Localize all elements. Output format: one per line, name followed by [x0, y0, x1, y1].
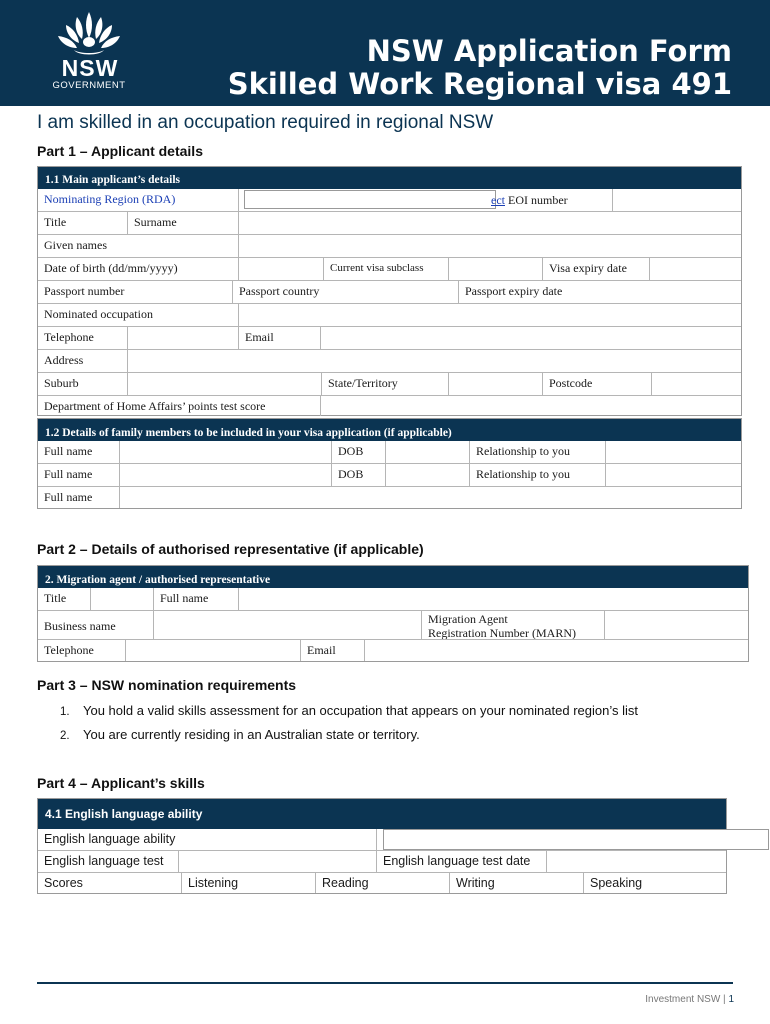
family-full-name-input-1[interactable]	[120, 441, 332, 464]
family-dob-input-2[interactable]	[386, 464, 470, 487]
eoi-number-label: ect EOI number	[491, 193, 568, 207]
eoi-number-input[interactable]	[613, 189, 741, 212]
speaking-label: Speaking	[590, 876, 643, 890]
agent-full-name-input[interactable]	[239, 588, 748, 611]
marn-label: Migration Agent Registration Number (MARN)	[422, 611, 605, 640]
email-label: Email	[239, 327, 321, 350]
family-dob-label-2: DOB	[332, 464, 386, 487]
passport-number-label: Passport number	[38, 281, 233, 304]
family-full-name-label-2: Full name	[38, 464, 120, 487]
agent-title-label: Title	[38, 588, 91, 611]
business-name-label: Business name	[38, 611, 154, 640]
part1-heading: Part 1 – Applicant details	[37, 143, 203, 159]
part3-heading: Part 3 – NSW nomination requirements	[37, 677, 297, 693]
english-ability-cell	[377, 829, 726, 851]
suburb-input[interactable]	[128, 373, 322, 396]
section-2-header: 2. Migration agent / authorised representative	[38, 566, 748, 588]
family-dob-input-1[interactable]	[386, 441, 470, 464]
visa-expiry-input[interactable]	[650, 258, 741, 281]
english-ability-label: English language ability	[38, 829, 377, 851]
family-full-name-input-2[interactable]	[120, 464, 332, 487]
current-visa-input[interactable]	[449, 258, 543, 281]
header-banner	[0, 0, 770, 106]
agent-title-input[interactable]	[91, 588, 154, 611]
dob-label: Date of birth (dd/mm/yyyy)	[38, 258, 239, 281]
footer-divider	[37, 982, 733, 984]
nominating-region-cell	[239, 189, 613, 212]
reading-label: Reading	[316, 873, 450, 893]
state-label: State/Territory	[322, 373, 449, 396]
given-names-input[interactable]	[239, 235, 741, 258]
passport-expiry-label: Passport expiry date	[459, 281, 741, 304]
section-1-2-header: 1.2 Details of family members to be included in your visa application (if applicable)	[38, 419, 741, 441]
part4-heading: Part 4 – Applicant’s skills	[37, 775, 205, 791]
nominating-region-select[interactable]	[244, 190, 496, 209]
logo-subtext: GOVERNMENT	[52, 80, 126, 91]
page-footer	[645, 994, 734, 1005]
surname-label: Surname	[128, 212, 239, 235]
family-full-name-label-3: Full name	[38, 487, 120, 508]
listening-label: Listening	[182, 873, 316, 893]
page-title-line2: Skilled Work Regional visa 491	[227, 67, 732, 101]
scores-label: Scores	[38, 873, 182, 893]
points-score-input[interactable]	[321, 396, 741, 416]
title-label: Title	[38, 212, 128, 235]
section-1-1-header: 1.1 Main applicant’s details	[38, 167, 741, 189]
dob-input[interactable]	[239, 258, 324, 281]
current-visa-label: Current visa subclass	[324, 258, 449, 281]
english-test-date-label: English language test date	[377, 851, 547, 873]
telephone-label: Telephone	[38, 327, 128, 350]
agent-telephone-input[interactable]	[126, 640, 301, 661]
agent-email-input[interactable]	[365, 640, 748, 661]
english-test-input[interactable]	[179, 851, 377, 873]
marn-input[interactable]	[605, 611, 748, 640]
family-full-name-input-3[interactable]	[120, 487, 741, 508]
part2-heading: Part 2 – Details of authorised representative (if applicable)	[37, 541, 424, 557]
family-dob-label-1: DOB	[332, 441, 386, 464]
family-full-name-label-1: Full name	[38, 441, 120, 464]
page-number: 1	[728, 994, 734, 1005]
english-ability-select[interactable]	[383, 829, 769, 850]
suburb-label: Suburb	[38, 373, 128, 396]
points-score-label: Department of Home Affairs’ points test score	[38, 396, 321, 416]
section-4-1-header: 4.1 English language ability	[38, 799, 726, 829]
business-name-input[interactable]	[154, 611, 422, 640]
section-1-2-table	[37, 418, 742, 509]
family-relationship-input-1[interactable]	[606, 441, 741, 464]
nominating-region-label: Nominating Region (RDA)	[38, 189, 239, 212]
agent-telephone-label: Telephone	[38, 640, 126, 661]
given-names-label: Given names	[38, 235, 239, 258]
telephone-input[interactable]	[128, 327, 239, 350]
page-subtitle: I am skilled in an occupation required in regional NSW	[37, 112, 494, 133]
postcode-label: Postcode	[543, 373, 652, 396]
agent-full-name-label: Full name	[154, 588, 239, 611]
logo-wordmark: NSW	[61, 55, 119, 81]
section-2-table	[37, 565, 749, 662]
address-label: Address	[38, 350, 128, 373]
footer-org: Investment NSW	[645, 994, 721, 1005]
requirement-item-1: 1. You hold a valid skills assessment for an occupation that appears on your nominated region’s list	[60, 703, 638, 718]
footer-separator: |	[720, 994, 729, 1005]
section-4-1-table	[37, 798, 727, 894]
address-input[interactable]	[128, 350, 741, 373]
requirement-item-2: 2. You are currently residing in an Australian state or territory.	[60, 727, 420, 742]
postcode-input[interactable]	[652, 373, 741, 396]
nominated-occupation-label: Nominated occupation	[38, 304, 239, 327]
family-relationship-label-2: Relationship to you	[470, 464, 606, 487]
writing-label: Writing	[450, 873, 584, 893]
agent-email-label: Email	[301, 640, 365, 661]
email-input[interactable]	[321, 327, 741, 350]
family-relationship-input-2[interactable]	[606, 464, 741, 487]
english-test-date-input[interactable]	[547, 851, 726, 873]
visa-expiry-label: Visa expiry date	[543, 258, 650, 281]
page-title-line1: NSW Application Form	[366, 34, 732, 68]
surname-input[interactable]	[239, 212, 741, 235]
nominated-occupation-input[interactable]	[239, 304, 741, 327]
family-relationship-label-1: Relationship to you	[470, 441, 606, 464]
english-test-label: English language test	[38, 851, 179, 873]
passport-country-label: Passport country	[233, 281, 459, 304]
section-1-1-table	[37, 166, 742, 416]
state-input[interactable]	[449, 373, 543, 396]
